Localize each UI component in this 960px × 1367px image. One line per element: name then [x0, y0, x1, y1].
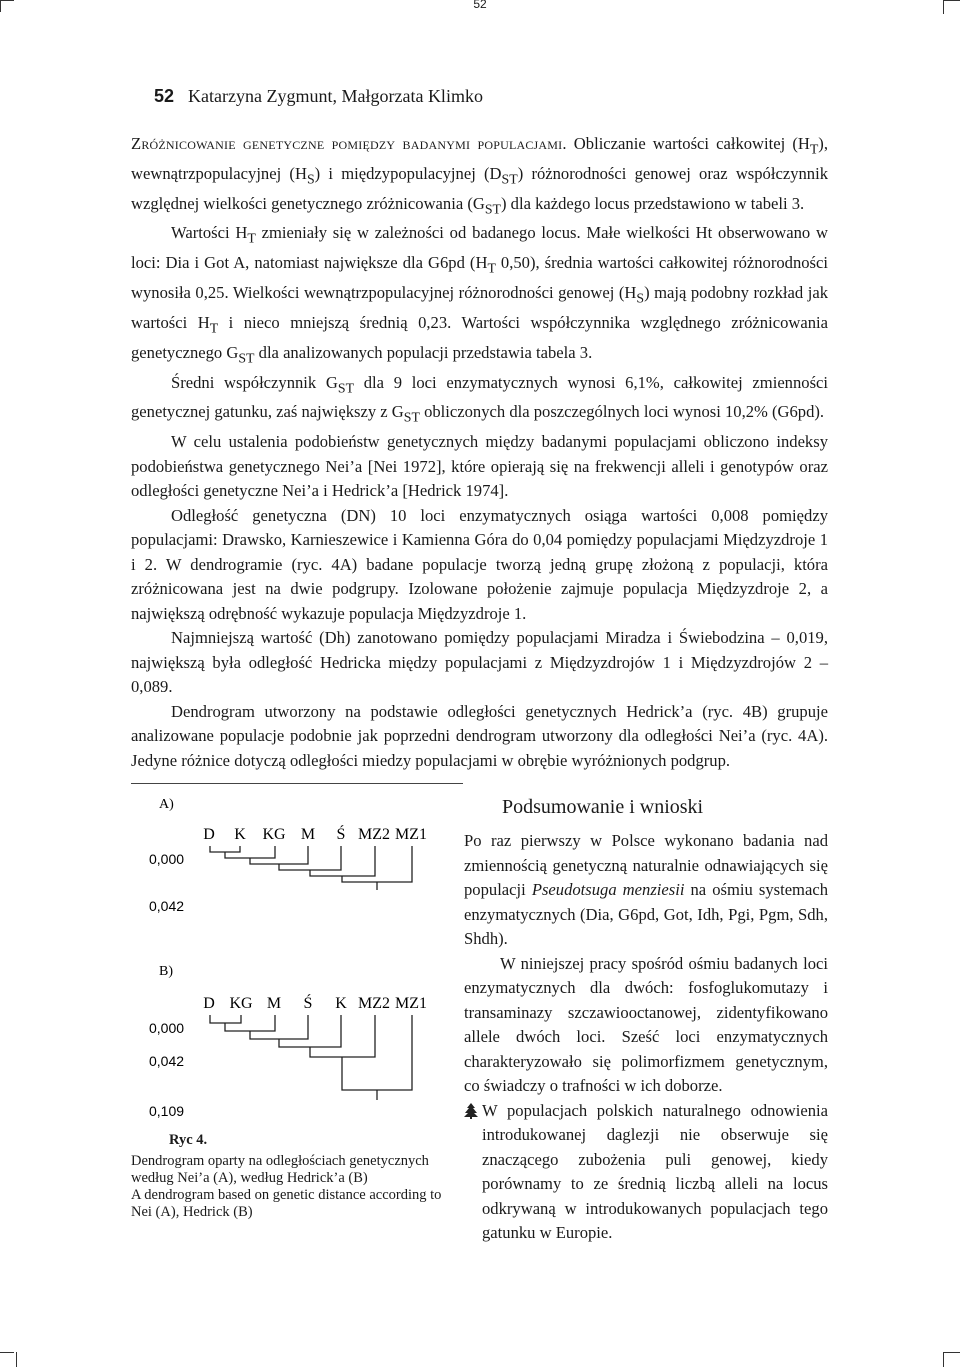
leaf-label: M [266, 995, 282, 1012]
branch [250, 846, 308, 864]
scale-label: 0,042 [149, 1053, 185, 1069]
scale-label: 0,000 [149, 1020, 185, 1036]
paragraph: Po raz pierwszy w Polsce wykonano badania nad zmiennością genetyczną naturalnie odnawiających się populacji Pseudotsuga menziesii na ośmiu systemach enzymatycznych (Dia, G6pd, Got, Idh, Pgi, Pgm, Sdh, Shdh). [464, 831, 828, 948]
leaf-label: MZ2 [358, 995, 390, 1012]
species-name: Pseudotsuga menziesii [531, 880, 685, 899]
branch [310, 846, 375, 876]
crop-mark [943, 1352, 960, 1353]
authors: Katarzyna Zygmunt, Małgorzata Klimko [188, 86, 483, 106]
tree-icon [464, 1103, 478, 1119]
branch [250, 1015, 308, 1039]
leaf-label: K [234, 826, 246, 843]
figure-number: Ryc 4. [169, 1132, 208, 1148]
branch [210, 846, 240, 852]
paragraph: W celu ustalenia podobieństw genetycznych między badanymi populacjami obliczono indeksy podobieństwa genetycznego Nei’a [Nei 1972], które opierają się na frekwencji alleli i genotypów oraz odległości genetyczne Nei’a i Hedrick’a [Hedrick 1974]. [131, 432, 828, 501]
section-heading: Zróżnicowanie genetyczne pomiędzy badanymi populacjami. [131, 134, 567, 153]
panel-b-tree [210, 1015, 412, 1100]
crop-mark [0, 1352, 14, 1353]
crop-mark [943, 1352, 944, 1367]
scale-label: 0,042 [149, 898, 185, 914]
leaf-label: MZ1 [395, 995, 427, 1012]
paragraph: Wartości $H_T$ zmieniały się w zależności od badanego locus. Małe wielkości Ht obserwowano w loci: Dia i Got A, natomiast największe dla G6pd ($H_T$ 0,50), średnia wartości całkowitej różnorodności wynosiła 0,25. Wielkości wewnątrzpopulacyjnej różnorodności genowej $(H_S)$ mają podobny rozkład jak wartości $H_T$ i nieco mniejszą średnią 0,23. Wartości współczynnika względnego zróżnicowania genetycznego $G_{ST}$ dla analizowanych populacji przedstawia tabela 3. [131, 223, 828, 365]
summary-section [464, 796, 828, 1246]
panel-a-tree [210, 846, 412, 890]
paragraph: Najmniejszą wartość (Dh) zanotowano pomiędzy populacjami Miradza i Świebodzina – 0,019, największą była odległość Hedricka między populacjami z Międzyzdrojów 1 i Międzyzdrojów 2 – 0,089. [131, 628, 828, 697]
paragraph: Zróżnicowanie genetyczne pomiędzy badanymi populacjami. Obliczanie wartości całkowitej $(H_T)$, wewnątrzpopulacyjnej $(H_S)$ i międzypopulacyjnej $(D_{ST})$ różnorodności genowej oraz współczynnik względnej wielkości genetycznego zróżnicowania $(G_{ST})$ dla każdego locus przedstawiono w tabeli 3. [131, 134, 828, 216]
figure-caption [131, 1132, 451, 1221]
crop-mark [16, 1352, 17, 1367]
panel-a-label: A) [159, 797, 174, 812]
leaf-label: Ś [336, 826, 346, 843]
bullet-paragraph: W populacjach polskich naturalnego odnowienia introdukowanej daglezji nie obserwuje się znaczącego zubożenia puli genowej, kiedy porównamy to ze średnią liczbą alleli na locus odkrywaną w introdukowanych populacjach tego gatunku w Europie. [464, 1099, 828, 1246]
leaf-label: KG [262, 826, 286, 843]
branch [279, 846, 341, 870]
leaf-label: K [335, 995, 347, 1012]
paragraph: W niniejszej pracy spośród ośmiu badanych loci enzymatycznych dla dwóch: fosfoglukomutazy i transaminazy szczawiooctanowej, zidentyfikowano allele dwóch loci. Sześć loci enzymatycznych charakteryzowało się polimorfizmem genetycznym, co świadczy o trafności w ich doborze. [464, 953, 828, 1095]
leaf-label: D [203, 995, 215, 1012]
paragraph: Średni współczynnik $G_{ST}$ dla 9 loci enzymatycznych wynosi 6,1%, całkowitej zmienności genetycznej gatunku, zaś największy z $G_{ST}$ obliczonych dla poszczególnych loci wynosi 10,2% (G6pd). [131, 372, 829, 425]
summary-title: Podsumowanie i wnioski [502, 796, 704, 818]
panel-b-leaves [203, 993, 427, 1012]
branch [342, 1015, 412, 1090]
leaf-label: D [203, 826, 215, 843]
panel-a-leaves [203, 824, 427, 843]
divider [131, 783, 463, 784]
leaf-label: Ś [303, 995, 313, 1012]
paragraph: Dendrogram utworzony na podstawie odległości genetycznych Hedrick’a (ryc. 4B) grupuje analizowane populacje podobnie jak poprzedni dendrogram utworzony dla odległości Nei’a (ryc. 4A). Jedyne różnice dotyczą odległości miedzy populacjami w obrębie wyróżnionych podgrup. [131, 701, 828, 770]
running-header [154, 86, 483, 107]
branch [210, 1015, 241, 1023]
caption-polish: Dendrogram oparty na odległościach genetycznych według Nei’a (A), według Hedrick’a (B) [131, 1153, 429, 1186]
panel-b-label: B) [159, 964, 173, 979]
folio-number: 52 [473, 0, 487, 11]
page-number: 52 [154, 86, 175, 106]
leaf-label: KG [229, 995, 253, 1012]
main-text [131, 132, 828, 773]
paragraph: Odległość genetyczna (DN) 10 loci enzymatycznych osiąga wartości 0,008 pomiędzy populacjami: Drawsko, Karnieszewice i Kamienna Góra do 0,04 pomiędzy populacjami Międzyzdroje 1 i 2. W dendrogramie (ryc. 4A) badane populacje tworzą jedną grupę złożoną z populacji, która zróżnicowana jest na dwie podgrupy. Izolowane położenie zajmuje populacja Międzyzdroje 2, a największą odrębność wykazuje populacja Międzyzdroje 1. [131, 505, 828, 623]
leaf-label: M [300, 826, 316, 843]
leaf-label: MZ2 [358, 826, 390, 843]
scale-label: 0,000 [149, 851, 185, 867]
caption-english: A dendrogram based on genetic distance according to Nei (A), Hedrick (B) [131, 1187, 442, 1220]
leaf-label: MZ1 [395, 826, 427, 843]
branch [310, 1015, 375, 1057]
branch [279, 1015, 341, 1047]
scale-label: 0,109 [149, 1103, 185, 1119]
